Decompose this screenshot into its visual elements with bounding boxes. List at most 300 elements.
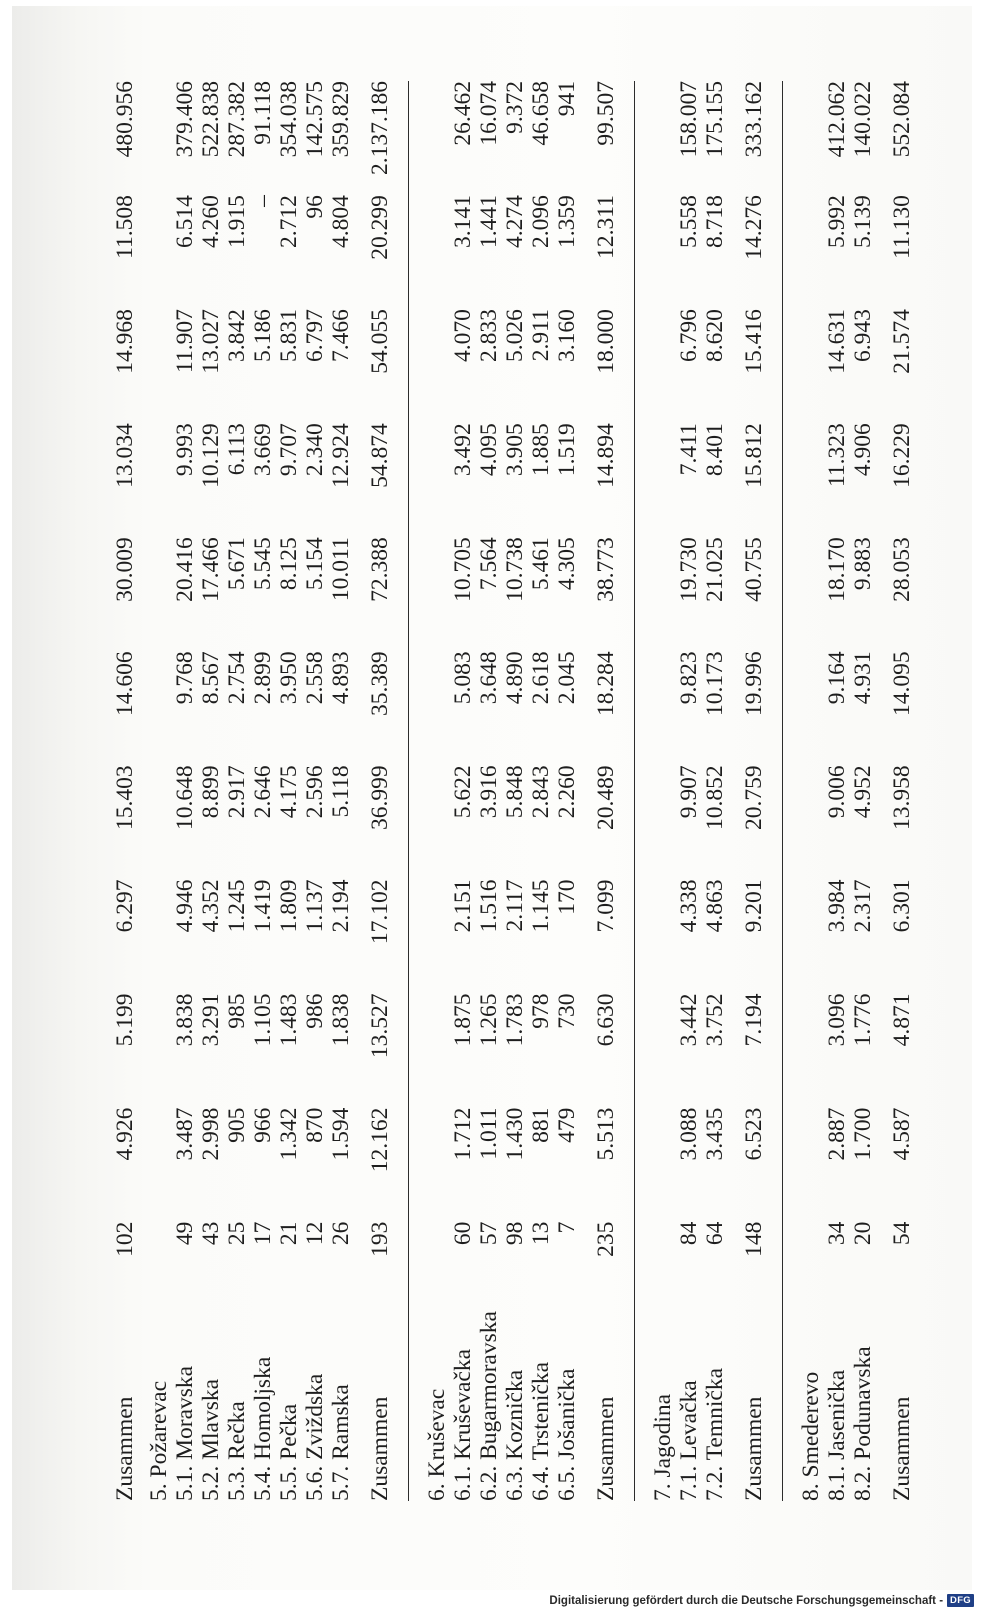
cell-value: 11.907 — [172, 309, 198, 373]
cell-value: 3.141 — [450, 195, 476, 248]
row-label: 6.4. Trstenička — [528, 1361, 554, 1501]
cell-value: 5.199 — [112, 993, 138, 1047]
rotated-table-area — [112, 81, 915, 1501]
cell-value: 12.311 — [593, 195, 635, 309]
cell-value: 4.906 — [850, 423, 876, 477]
cell-value: 5.513 — [593, 1108, 635, 1222]
cell-value: 4.946 — [172, 879, 198, 933]
dfg-logo: DFG — [947, 1594, 974, 1607]
row-label: 6. Kruševac — [424, 1388, 450, 1501]
spacer-row — [876, 81, 889, 1501]
cell-value — [580, 651, 593, 765]
cell-value: 3.669 — [250, 423, 276, 477]
cell-value: 18.000 — [593, 309, 635, 423]
cell-value: 9.201 — [741, 879, 783, 993]
cell-value: 54.874 — [367, 423, 409, 537]
cell-value: 14.894 — [593, 423, 635, 537]
cell-value: 5.186 — [250, 309, 276, 363]
table-row — [250, 81, 276, 1501]
cell-value: 1.145 — [528, 879, 554, 933]
cell-value: 2.096 — [528, 195, 554, 248]
cell-value — [409, 195, 451, 309]
cell-value — [409, 1108, 451, 1222]
cell-value — [783, 879, 825, 993]
row-label: 5. Požarevac — [146, 1380, 172, 1501]
cell-value — [783, 651, 825, 765]
row-label: 7.2. Temnička — [702, 1367, 728, 1501]
row-label: 6.1. Kruševačka — [450, 1348, 476, 1501]
row-label: Zusammen — [889, 1396, 915, 1501]
cell-value: 6.943 — [850, 309, 876, 363]
cell-value: 1.776 — [850, 993, 876, 1047]
table-row — [198, 81, 224, 1501]
cell-value: 2.887 — [824, 1107, 850, 1161]
row-label: 5.7. Ramska — [328, 1384, 354, 1501]
cell-value: 84 — [676, 1221, 702, 1246]
table-row — [850, 81, 876, 1501]
cell-value: 38.773 — [593, 537, 635, 651]
cell-value: 354.038 — [276, 81, 302, 158]
cell-value: 4.893 — [328, 651, 354, 705]
cell-value: 4.926 — [112, 1107, 138, 1161]
summary-row — [367, 81, 409, 1501]
cell-value: 359.829 — [328, 81, 354, 158]
cell-value: 43 — [198, 1221, 224, 1246]
cell-value — [783, 309, 825, 423]
cell-value: 1.885 — [528, 423, 554, 477]
cell-value: 2.151 — [450, 879, 476, 933]
cell-value: 966 — [250, 1107, 276, 1143]
cell-value: 1.594 — [328, 1107, 354, 1161]
cell-value: 1.342 — [276, 1107, 302, 1161]
cell-value: 412.062 — [824, 81, 850, 158]
cell-value: 2.317 — [850, 879, 876, 933]
cell-value: 9.372 — [502, 81, 528, 134]
cell-value: 480.956 — [112, 81, 138, 158]
row-label: 8.1. Jasenička — [824, 1369, 850, 1501]
cell-value — [728, 765, 741, 879]
cell-value — [783, 195, 825, 309]
cell-value: 3.492 — [450, 423, 476, 477]
cell-value: 4.352 — [198, 879, 224, 933]
summary-row — [741, 81, 783, 1501]
cell-value: 20.489 — [593, 765, 635, 879]
cell-value: 34 — [824, 1221, 850, 1246]
cell-value: 175.155 — [702, 81, 728, 158]
cell-value: 1.783 — [502, 993, 528, 1047]
cell-value: 28.053 — [889, 537, 915, 602]
cell-value — [580, 765, 593, 879]
cell-value — [409, 309, 451, 423]
cell-value — [783, 537, 825, 651]
cell-value — [876, 765, 889, 879]
cell-value: 2.754 — [224, 651, 250, 705]
cell-value — [783, 1108, 825, 1222]
cell-value: 8.125 — [276, 537, 302, 591]
cell-value — [354, 309, 367, 423]
cell-value — [728, 1108, 741, 1222]
cell-value: 978 — [528, 993, 554, 1029]
cell-value: 1.838 — [328, 993, 354, 1047]
cell-value: 7.466 — [328, 309, 354, 363]
cell-value: 30.009 — [112, 537, 138, 602]
cell-value: 20 — [850, 1221, 876, 1246]
cell-value: 881 — [528, 1107, 554, 1143]
cell-value: 11.130 — [889, 195, 915, 259]
cell-value: 5.026 — [502, 309, 528, 363]
cell-value — [783, 1222, 825, 1269]
table-row — [276, 81, 302, 1501]
cell-value: 3.096 — [824, 993, 850, 1047]
cell-value: 5.118 — [328, 765, 354, 818]
cell-value: 13.034 — [112, 423, 138, 488]
cell-value — [354, 1108, 367, 1222]
row-label: Zusammen — [112, 1396, 138, 1501]
cell-value: 5.992 — [824, 195, 850, 248]
cell-value: 9.883 — [850, 537, 876, 591]
cell-value: 5.671 — [224, 537, 250, 591]
cell-value: 18.170 — [824, 537, 850, 602]
cell-value: 99.507 — [593, 81, 635, 195]
cell-value: 4.070 — [450, 309, 476, 363]
cell-value: 3.950 — [276, 651, 302, 705]
cell-value: 140.022 — [850, 81, 876, 158]
cell-value: 15.416 — [741, 309, 783, 423]
cell-value: 10.852 — [702, 765, 728, 831]
cell-value — [146, 879, 172, 993]
row-label: 5.6. Zviždska — [302, 1373, 328, 1501]
cell-value: 91.118 — [250, 81, 276, 145]
cell-value — [580, 309, 593, 423]
cell-value: 379.406 — [172, 81, 198, 158]
cell-value — [728, 195, 741, 309]
cell-value: 148 — [741, 1222, 783, 1269]
cell-value — [728, 1222, 741, 1269]
cell-value: 12.162 — [367, 1108, 409, 1222]
cell-value: 1.430 — [502, 1107, 528, 1161]
table-row — [676, 81, 702, 1501]
cell-value: 170 — [554, 879, 580, 915]
cell-value — [728, 879, 741, 993]
table-row — [224, 81, 250, 1501]
cell-value: 3.984 — [824, 879, 850, 933]
cell-value: 3.752 — [702, 993, 728, 1047]
group-heading — [146, 81, 172, 1501]
row-label: 7. Jagodina — [650, 1393, 676, 1501]
cell-value — [354, 994, 367, 1108]
row-label: Zusammen — [741, 1268, 783, 1501]
cell-value — [876, 537, 889, 651]
cell-value: 2.194 — [328, 879, 354, 933]
cell-value: 4.260 — [198, 195, 224, 248]
cell-value: 1.809 — [276, 879, 302, 933]
cell-value: 5.622 — [450, 765, 476, 819]
cell-value: 10.129 — [198, 423, 224, 488]
cell-value: 20.299 — [367, 195, 409, 309]
cell-value — [146, 994, 172, 1108]
row-label — [876, 1268, 889, 1501]
cell-value — [728, 81, 741, 195]
cell-value: 2.558 — [302, 651, 328, 705]
cell-value — [728, 537, 741, 651]
cell-value: 2.340 — [302, 423, 328, 477]
cell-value — [354, 537, 367, 651]
cell-value: 1.516 — [476, 879, 502, 933]
cell-value — [354, 423, 367, 537]
cell-value: 9.768 — [172, 651, 198, 705]
row-label: 6.3. Koznička — [502, 1369, 528, 1501]
cell-value: 941 — [554, 81, 580, 117]
cell-value: 4.871 — [889, 993, 915, 1047]
row-label: 5.3. Rečka — [224, 1401, 250, 1501]
summary-row — [593, 81, 635, 1501]
cell-value — [354, 879, 367, 993]
cell-value: 2.712 — [276, 195, 302, 248]
cell-value — [876, 195, 889, 309]
cell-value — [354, 651, 367, 765]
cell-value: 46.658 — [528, 81, 554, 146]
cell-value: 8.567 — [198, 651, 224, 705]
cell-value: 4.952 — [850, 765, 876, 819]
cell-value: 2.260 — [554, 765, 580, 819]
cell-value — [728, 309, 741, 423]
cell-value: 6.630 — [593, 994, 635, 1108]
row-label — [728, 1268, 741, 1501]
cell-value: 26.462 — [450, 81, 476, 146]
cell-value — [354, 1222, 367, 1269]
cell-value: 3.291 — [198, 993, 224, 1047]
cell-value — [580, 423, 593, 537]
cell-value: 8.899 — [198, 765, 224, 819]
cell-value: 7.564 — [476, 537, 502, 591]
cell-value: 14.276 — [741, 195, 783, 309]
cell-value: 2.833 — [476, 309, 502, 363]
cell-value: 19.996 — [741, 651, 783, 765]
cell-value: 35.389 — [367, 651, 409, 765]
cell-value: 4.274 — [502, 195, 528, 248]
cell-value: 72.388 — [367, 537, 409, 651]
cell-value — [635, 651, 677, 765]
row-label: Zusammen — [593, 1268, 635, 1501]
cell-value — [635, 81, 677, 195]
cell-value: 193 — [367, 1222, 409, 1269]
cell-value: 6.796 — [676, 309, 702, 363]
cell-value: 2.646 — [250, 765, 276, 819]
cell-value: 2.596 — [302, 765, 328, 819]
row-label — [354, 1268, 367, 1501]
cell-value: 9.993 — [172, 423, 198, 477]
cell-value: 21 — [276, 1221, 302, 1246]
cell-value: 905 — [224, 1107, 250, 1143]
cell-value: 522.838 — [198, 81, 224, 158]
cell-value: 6.301 — [889, 879, 915, 933]
cell-value: 13.027 — [198, 309, 224, 374]
row-label: 6.5. Jošanička — [554, 1368, 580, 1501]
cell-value — [580, 1108, 593, 1222]
cell-value: 2.117 — [502, 879, 528, 932]
table-row — [328, 81, 354, 1501]
cell-value: 14.606 — [112, 651, 138, 716]
cell-value: 16.229 — [889, 423, 915, 488]
cell-value: 3.442 — [676, 993, 702, 1047]
cell-value — [635, 195, 677, 309]
cell-value: 1.441 — [476, 195, 502, 248]
cell-value — [580, 195, 593, 309]
cell-value: 17.102 — [367, 879, 409, 993]
cell-value — [146, 195, 172, 309]
cell-value — [635, 879, 677, 993]
cell-value — [409, 651, 451, 765]
cell-value — [409, 81, 451, 195]
cell-value: 21.574 — [889, 309, 915, 374]
cell-value: – — [250, 195, 276, 207]
statistics-table — [112, 81, 930, 1501]
table-row — [824, 81, 850, 1501]
cell-value: 3.842 — [224, 309, 250, 363]
table-row — [528, 81, 554, 1501]
group-heading — [783, 81, 825, 1501]
cell-value: 4.587 — [889, 1107, 915, 1161]
cell-value: 4.175 — [276, 765, 302, 819]
cell-value — [146, 309, 172, 423]
cell-value: 1.137 — [302, 879, 328, 933]
cell-value: 333.162 — [741, 81, 783, 195]
cell-value — [146, 651, 172, 765]
cell-value: 1.519 — [554, 423, 580, 477]
cell-value — [876, 651, 889, 765]
cell-value: 5.848 — [502, 765, 528, 819]
cell-value — [635, 765, 677, 879]
cell-value: 158.007 — [676, 81, 702, 158]
cell-value: 7.099 — [593, 879, 635, 993]
cell-value: 1.419 — [250, 879, 276, 933]
cell-value: 2.843 — [528, 765, 554, 819]
row-label: 8.2. Podunavska — [850, 1346, 876, 1501]
cell-value: 870 — [302, 1107, 328, 1143]
cell-value: 1.359 — [554, 195, 580, 248]
cell-value: 986 — [302, 993, 328, 1029]
cell-value: 19.730 — [676, 537, 702, 602]
cell-value: 2.899 — [250, 651, 276, 705]
cell-value: 57 — [476, 1221, 502, 1246]
cell-value: 2.998 — [198, 1107, 224, 1161]
cell-value: 8.401 — [702, 423, 728, 477]
cell-value: 10.011 — [328, 537, 354, 602]
cell-value — [409, 994, 451, 1108]
scanned-page — [12, 6, 972, 1590]
cell-value: 1.245 — [224, 879, 250, 933]
cell-value: 25 — [224, 1221, 250, 1246]
cell-value: 13.958 — [889, 765, 915, 831]
cell-value: 287.382 — [224, 81, 250, 158]
cell-value: 1.105 — [250, 993, 276, 1047]
cell-value — [409, 765, 451, 879]
cell-value: 13 — [528, 1221, 554, 1246]
cell-value — [146, 765, 172, 879]
cell-value — [635, 1222, 677, 1269]
cell-value: 730 — [554, 993, 580, 1029]
cell-value: 2.045 — [554, 651, 580, 705]
cell-value: 14.095 — [889, 651, 915, 716]
cell-value: 5.461 — [528, 537, 554, 591]
cell-value — [728, 994, 741, 1108]
cell-value: 102 — [112, 1221, 138, 1257]
cell-value: 3.648 — [476, 651, 502, 705]
cell-value: 6.523 — [741, 1108, 783, 1222]
row-label — [580, 1268, 593, 1501]
cell-value: 17.466 — [198, 537, 224, 602]
cell-value: 21.025 — [702, 537, 728, 602]
group-heading — [635, 81, 677, 1501]
cell-value: 96 — [302, 195, 328, 219]
table-row — [476, 81, 502, 1501]
cell-value — [783, 994, 825, 1108]
cell-value — [580, 537, 593, 651]
cell-value: 4.095 — [476, 423, 502, 477]
cell-value: 1.915 — [224, 195, 250, 248]
footer-text: Digitalisierung gefördert durch die Deutsche Forschungsgemeinschaft - — [549, 1594, 944, 1607]
cell-value: 5.545 — [250, 537, 276, 591]
cell-value: 10.738 — [502, 537, 528, 602]
cell-value: 12.924 — [328, 423, 354, 488]
cell-value — [635, 309, 677, 423]
cell-value: 15.403 — [112, 765, 138, 831]
summary-row — [889, 81, 930, 1501]
cell-value: 60 — [450, 1221, 476, 1246]
cell-value — [354, 195, 367, 309]
cell-value — [580, 994, 593, 1108]
cell-value: 1.700 — [850, 1107, 876, 1161]
cell-value: 20.759 — [741, 765, 783, 879]
cell-value — [635, 994, 677, 1108]
cell-value: 1.875 — [450, 993, 476, 1047]
table-row — [554, 81, 580, 1501]
cell-value: 4.804 — [328, 195, 354, 248]
cell-value — [580, 1222, 593, 1269]
cell-value — [876, 879, 889, 993]
cell-value: 1.265 — [476, 993, 502, 1047]
table-row — [502, 81, 528, 1501]
cell-value: 3.916 — [476, 765, 502, 819]
spacer-row — [354, 81, 367, 1501]
cell-value: 36.999 — [367, 765, 409, 879]
table-row — [172, 81, 198, 1501]
cell-value: 14.631 — [824, 309, 850, 374]
row-label: 6.2. Bugarmoravska — [476, 1311, 502, 1501]
cell-value: 10.648 — [172, 765, 198, 831]
cell-value: 1.483 — [276, 993, 302, 1047]
spacer-row — [728, 81, 741, 1501]
cell-value: 9.907 — [676, 765, 702, 819]
cell-value — [146, 423, 172, 537]
table-row — [702, 81, 728, 1501]
cell-value: 142.575 — [302, 81, 328, 158]
row-label: 5.1. Moravska — [172, 1365, 198, 1501]
cell-value — [635, 1108, 677, 1222]
row-label: Zusammen — [367, 1268, 409, 1501]
cell-value: 2.917 — [224, 765, 250, 819]
cell-value: 8.718 — [702, 195, 728, 248]
cell-value: 54 — [889, 1221, 915, 1246]
cell-value: 26 — [328, 1221, 354, 1246]
cell-value — [635, 423, 677, 537]
cell-value: 64 — [702, 1221, 728, 1246]
cell-value: 1.712 — [450, 1107, 476, 1161]
footer-credit — [549, 1594, 974, 1607]
cell-value: 17 — [250, 1221, 276, 1246]
cell-value: 5.831 — [276, 309, 302, 363]
cell-value: 235 — [593, 1222, 635, 1269]
